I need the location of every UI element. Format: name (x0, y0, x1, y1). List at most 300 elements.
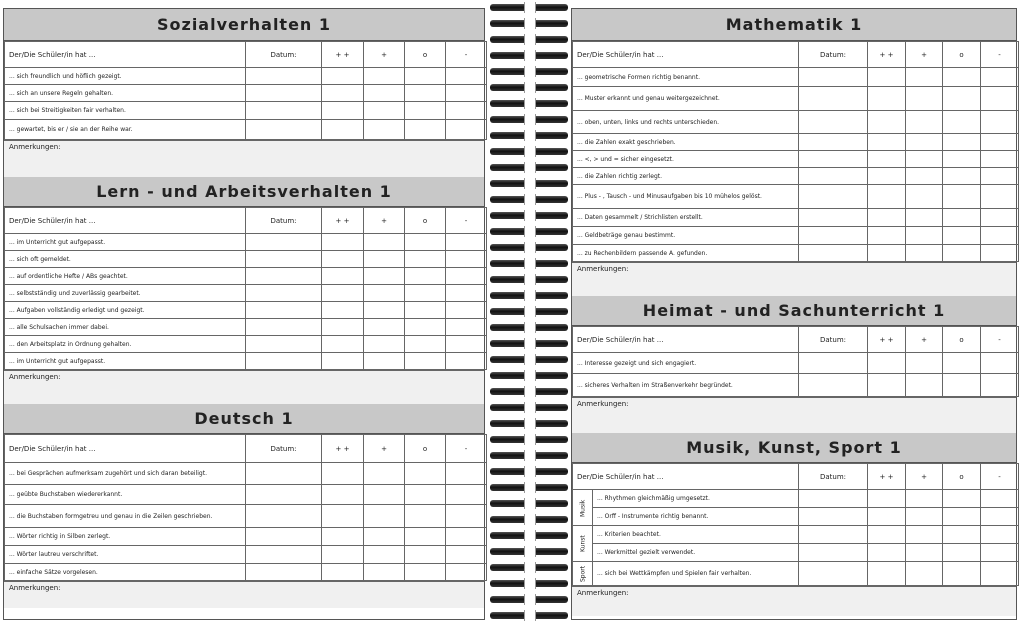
table-row: ... im Unterricht gut aufgepasst. (5, 353, 246, 370)
date-cell[interactable] (246, 546, 322, 564)
date-cell[interactable] (246, 302, 322, 319)
binding-ring (490, 372, 568, 379)
table-row: ... Geldbeträge genau bestimmt. (573, 227, 799, 245)
rating-cell[interactable] (906, 245, 943, 262)
binding-ring (490, 228, 568, 235)
col-neutral: o (405, 208, 446, 234)
table-row: ... sich an unsere Regeln gehalten. (5, 85, 246, 102)
col-good: + (906, 42, 943, 68)
date-cell[interactable] (246, 353, 322, 370)
rating-cell[interactable] (943, 508, 981, 526)
binding-ring (490, 340, 568, 347)
spiral-binding (490, 0, 568, 631)
table-row: ... Wörter richtig in Silben zerlegt. (5, 528, 246, 546)
rating-cell[interactable] (364, 353, 405, 370)
rating-cell[interactable] (446, 268, 487, 285)
rating-cell[interactable] (322, 302, 364, 319)
rating-cell[interactable] (906, 353, 943, 374)
binding-ring (490, 100, 568, 107)
rating-cell[interactable] (405, 251, 446, 268)
rating-cell[interactable] (981, 227, 1019, 245)
rating-cell[interactable] (364, 120, 405, 140)
rating-cell[interactable] (981, 526, 1019, 544)
date-cell[interactable] (246, 120, 322, 140)
rating-cell[interactable] (364, 505, 405, 528)
rating-cell[interactable] (981, 209, 1019, 227)
remarks-musik-kunst-sport[interactable]: Anmerkungen: (572, 586, 1016, 616)
binding-ring (490, 148, 568, 155)
rating-cell[interactable] (446, 68, 487, 85)
rating-cell[interactable] (405, 302, 446, 319)
rating-cell[interactable] (943, 490, 981, 508)
rating-cell[interactable] (981, 68, 1019, 87)
col-neutral: o (405, 435, 446, 463)
table-row: ... Werkmittel gezielt verwendet. (593, 544, 799, 562)
remarks-deutsch[interactable]: Anmerkungen: (4, 581, 484, 608)
binding-ring (490, 276, 568, 283)
rating-cell[interactable] (405, 120, 446, 140)
binding-ring (490, 84, 568, 91)
date-cell[interactable] (246, 485, 322, 505)
rating-cell[interactable] (446, 564, 487, 581)
rating-cell[interactable] (981, 245, 1019, 262)
col-student: Der/Die Schüler/in hat ... (5, 208, 246, 234)
table-row: ... auf ordentliche Hefte / ABs geachtet. (5, 268, 246, 285)
col-neutral: o (405, 42, 446, 68)
remarks-sachunterricht[interactable]: Anmerkungen: (572, 397, 1016, 433)
rating-cell[interactable] (943, 151, 981, 168)
rating-cell[interactable] (364, 564, 405, 581)
rating-cell[interactable] (868, 526, 906, 544)
col-good: + (364, 42, 405, 68)
rating-cell[interactable] (868, 87, 906, 111)
date-cell[interactable] (799, 134, 868, 151)
date-cell[interactable] (799, 227, 868, 245)
rating-cell[interactable] (906, 227, 943, 245)
col-student: Der/Die Schüler/in hat ... (573, 464, 799, 490)
col-neutral: o (943, 464, 981, 490)
col-good: + (906, 327, 943, 353)
rating-cell[interactable] (943, 544, 981, 562)
table-row: ... Orff - Instrumente richtig benannt. (593, 508, 799, 526)
rating-cell[interactable] (364, 319, 405, 336)
rating-cell[interactable] (322, 120, 364, 140)
date-cell[interactable] (246, 285, 322, 302)
table-row: ... Aufgaben vollständig erledigt und gezeigt. (5, 302, 246, 319)
rating-cell[interactable] (364, 234, 405, 251)
col-poor: - (446, 208, 487, 234)
col-date: Datum: (799, 42, 868, 68)
binding-ring (490, 324, 568, 331)
rating-cell[interactable] (322, 505, 364, 528)
rating-cell[interactable] (364, 463, 405, 485)
date-cell[interactable] (246, 268, 322, 285)
rating-cell[interactable] (906, 68, 943, 87)
table-row: ... selbstständig und zuverlässig gearbeitet. (5, 285, 246, 302)
rating-cell[interactable] (906, 134, 943, 151)
group-label-kunst: Kunst (573, 526, 593, 562)
date-cell[interactable] (799, 353, 868, 374)
table-row: ... Plus - , Tausch - und Minusaufgaben bis 10 mühelos gelöst. (573, 185, 799, 209)
rating-cell[interactable] (322, 546, 364, 564)
section-title-deutsch: Deutsch 1 (4, 404, 484, 434)
rating-cell[interactable] (943, 209, 981, 227)
section-title-mathematik: Mathematik 1 (572, 9, 1016, 41)
section-title-sozialverhalten: Sozialverhalten 1 (4, 9, 484, 41)
table-row: ... sich freundlich und höflich gezeigt. (5, 68, 246, 85)
col-poor: - (981, 42, 1019, 68)
table-row: ... die Zahlen exakt geschrieben. (573, 134, 799, 151)
table-row: ... den Arbeitsplatz in Ordnung gehalten. (5, 336, 246, 353)
rating-cell[interactable] (943, 526, 981, 544)
date-cell[interactable] (799, 526, 868, 544)
table-row: ... sich bei Wettkämpfen und Spielen fair verhalten. (593, 562, 799, 586)
col-very-good: + + (868, 464, 906, 490)
rating-cell[interactable] (322, 234, 364, 251)
rating-cell[interactable] (364, 528, 405, 546)
rating-cell[interactable] (981, 134, 1019, 151)
date-cell[interactable] (799, 209, 868, 227)
rating-cell[interactable] (868, 151, 906, 168)
rating-cell[interactable] (981, 111, 1019, 134)
rating-cell[interactable] (446, 463, 487, 485)
rating-cell[interactable] (446, 285, 487, 302)
date-cell[interactable] (799, 68, 868, 87)
date-cell[interactable] (799, 245, 868, 262)
rating-cell[interactable] (405, 268, 446, 285)
rating-cell[interactable] (364, 85, 405, 102)
rating-cell[interactable] (868, 508, 906, 526)
rating-cell[interactable] (322, 285, 364, 302)
date-cell[interactable] (799, 87, 868, 111)
binding-ring (490, 20, 568, 27)
rating-cell[interactable] (446, 353, 487, 370)
rating-cell[interactable] (364, 285, 405, 302)
rating-cell[interactable] (906, 168, 943, 185)
rating-cell[interactable] (446, 102, 487, 120)
table-row: ... sich oft gemeldet. (5, 251, 246, 268)
rating-cell[interactable] (868, 227, 906, 245)
rating-cell[interactable] (364, 485, 405, 505)
rating-cell[interactable] (405, 85, 446, 102)
rating-cell[interactable] (322, 102, 364, 120)
binding-ring (490, 116, 568, 123)
rating-cell[interactable] (446, 319, 487, 336)
binding-ring (490, 260, 568, 267)
date-cell[interactable] (799, 111, 868, 134)
table-lernverhalten (4, 207, 487, 370)
rating-cell[interactable] (405, 102, 446, 120)
binding-ring (490, 612, 568, 619)
binding-ring (490, 436, 568, 443)
table-row: ... die Buchstaben formgetreu und genau in die Zeilen geschrieben. (5, 505, 246, 528)
binding-ring (490, 244, 568, 251)
binding-ring (490, 180, 568, 187)
col-poor: - (981, 464, 1019, 490)
date-cell[interactable] (246, 68, 322, 85)
binding-ring (490, 452, 568, 459)
rating-cell[interactable] (405, 353, 446, 370)
rating-cell[interactable] (868, 111, 906, 134)
date-cell[interactable] (246, 528, 322, 546)
binding-ring (490, 164, 568, 171)
binding-ring (490, 500, 568, 507)
rating-cell[interactable] (943, 111, 981, 134)
section-title-sachunterricht: Heimat - und Sachunterricht 1 (572, 296, 1016, 326)
rating-cell[interactable] (943, 134, 981, 151)
rating-cell[interactable] (943, 245, 981, 262)
rating-cell[interactable] (906, 374, 943, 397)
rating-cell[interactable] (906, 544, 943, 562)
rating-cell[interactable] (405, 68, 446, 85)
rating-cell[interactable] (868, 134, 906, 151)
rating-cell[interactable] (906, 562, 943, 586)
date-cell[interactable] (799, 168, 868, 185)
binding-ring (490, 4, 568, 11)
rating-cell[interactable] (943, 353, 981, 374)
table-row: ... Interesse gezeigt und sich engagiert. (573, 353, 799, 374)
binding-ring (490, 548, 568, 555)
rating-cell[interactable] (446, 528, 487, 546)
rating-cell[interactable] (981, 490, 1019, 508)
binding-ring (490, 596, 568, 603)
table-row: ... im Unterricht gut aufgepasst. (5, 234, 246, 251)
rating-cell[interactable] (906, 508, 943, 526)
table-row: ... bei Gesprächen aufmerksam zugehört und sich daran beteiligt. (5, 463, 246, 485)
rating-cell[interactable] (322, 268, 364, 285)
date-cell[interactable] (799, 544, 868, 562)
table-row: ... Muster erkannt und genau weitergezeichnet. (573, 87, 799, 111)
right-page (571, 8, 1017, 620)
left-page (3, 8, 485, 620)
rating-cell[interactable] (943, 168, 981, 185)
binding-ring (490, 36, 568, 43)
binding-ring (490, 580, 568, 587)
rating-cell[interactable] (868, 544, 906, 562)
rating-cell[interactable] (446, 251, 487, 268)
rating-cell[interactable] (322, 463, 364, 485)
rating-cell[interactable] (405, 528, 446, 546)
table-row: ... sicheres Verhalten im Straßenverkehr begründet. (573, 374, 799, 397)
col-good: + (364, 208, 405, 234)
rating-cell[interactable] (446, 302, 487, 319)
col-very-good: + + (322, 208, 364, 234)
rating-cell[interactable] (446, 546, 487, 564)
remarks-mathematik[interactable]: Anmerkungen: (572, 262, 1016, 296)
rating-cell[interactable] (446, 336, 487, 353)
col-neutral: o (943, 42, 981, 68)
table-row: ... Wörter lautreu verschriftet. (5, 546, 246, 564)
rating-cell[interactable] (364, 336, 405, 353)
date-cell[interactable] (246, 319, 322, 336)
binding-ring (490, 516, 568, 523)
date-cell[interactable] (246, 463, 322, 485)
rating-cell[interactable] (322, 319, 364, 336)
rating-cell[interactable] (906, 185, 943, 209)
col-poor: - (446, 435, 487, 463)
rating-cell[interactable] (322, 85, 364, 102)
date-cell[interactable] (246, 505, 322, 528)
rating-cell[interactable] (405, 285, 446, 302)
binding-ring (490, 68, 568, 75)
rating-cell[interactable] (364, 102, 405, 120)
rating-cell[interactable] (868, 490, 906, 508)
col-poor: - (981, 327, 1019, 353)
table-row: ... geübte Buchstaben wiedererkannt. (5, 485, 246, 505)
table-row: ... <, > und = sicher eingesetzt. (573, 151, 799, 168)
rating-cell[interactable] (906, 111, 943, 134)
rating-cell[interactable] (446, 85, 487, 102)
rating-cell[interactable] (364, 546, 405, 564)
table-row: ... Daten gesammelt / Strichlisten erstellt. (573, 209, 799, 227)
col-student: Der/Die Schüler/in hat ... (573, 42, 799, 68)
group-label-sport: Sport (573, 562, 593, 586)
rating-cell[interactable] (981, 185, 1019, 209)
rating-cell[interactable] (322, 251, 364, 268)
rating-cell[interactable] (943, 68, 981, 87)
rating-cell[interactable] (868, 562, 906, 586)
col-date: Datum: (246, 42, 322, 68)
rating-cell[interactable] (868, 168, 906, 185)
rating-cell[interactable] (446, 505, 487, 528)
date-cell[interactable] (246, 85, 322, 102)
rating-cell[interactable] (981, 168, 1019, 185)
rating-cell[interactable] (322, 353, 364, 370)
rating-cell[interactable] (981, 508, 1019, 526)
col-date: Datum: (246, 435, 322, 463)
binding-ring (490, 308, 568, 315)
table-row: ... einfache Sätze vorgelesen. (5, 564, 246, 581)
rating-cell[interactable] (405, 564, 446, 581)
rating-cell[interactable] (868, 185, 906, 209)
rating-cell[interactable] (405, 546, 446, 564)
rating-cell[interactable] (446, 120, 487, 140)
col-neutral: o (943, 327, 981, 353)
binding-ring (490, 132, 568, 139)
col-student: Der/Die Schüler/in hat ... (5, 42, 246, 68)
rating-cell[interactable] (981, 562, 1019, 586)
rating-cell[interactable] (943, 185, 981, 209)
binding-ring (490, 212, 568, 219)
table-musik-kunst-sport (572, 463, 1019, 586)
date-cell[interactable] (246, 564, 322, 581)
table-deutsch (4, 434, 487, 581)
rating-cell[interactable] (405, 505, 446, 528)
table-row: ... Kriterien beachtet. (593, 526, 799, 544)
table-row: ... geometrische Formen richtig benannt. (573, 68, 799, 87)
col-poor: - (446, 42, 487, 68)
date-cell[interactable] (799, 374, 868, 397)
rating-cell[interactable] (981, 544, 1019, 562)
table-row: ... alle Schulsachen immer dabei. (5, 319, 246, 336)
rating-cell[interactable] (943, 562, 981, 586)
rating-cell[interactable] (906, 151, 943, 168)
table-sachunterricht (572, 326, 1019, 397)
rating-cell[interactable] (322, 485, 364, 505)
rating-cell[interactable] (906, 87, 943, 111)
rating-cell[interactable] (868, 374, 906, 397)
rating-cell[interactable] (364, 268, 405, 285)
date-cell[interactable] (799, 562, 868, 586)
binding-ring (490, 356, 568, 363)
table-row: ... oben, unten, links und rechts unterschieden. (573, 111, 799, 134)
table-row: ... Rhythmen gleichmäßig umgesetzt. (593, 490, 799, 508)
table-row: ... gewartet, bis er / sie an der Reihe war. (5, 120, 246, 140)
date-cell[interactable] (799, 490, 868, 508)
rating-cell[interactable] (868, 209, 906, 227)
binding-ring (490, 404, 568, 411)
col-student: Der/Die Schüler/in hat ... (573, 327, 799, 353)
date-cell[interactable] (246, 102, 322, 120)
table-row: ... zu Rechenbildern passende A. gefunden. (573, 245, 799, 262)
rating-cell[interactable] (322, 68, 364, 85)
rating-cell[interactable] (906, 490, 943, 508)
rating-cell[interactable] (981, 353, 1019, 374)
table-row: ... die Zahlen richtig zerlegt. (573, 168, 799, 185)
rating-cell[interactable] (322, 564, 364, 581)
binding-ring (490, 196, 568, 203)
rating-cell[interactable] (943, 227, 981, 245)
col-good: + (364, 435, 405, 463)
rating-cell[interactable] (943, 87, 981, 111)
table-row: ... sich bei Streitigkeiten fair verhalten. (5, 102, 246, 120)
rating-cell[interactable] (981, 374, 1019, 397)
rating-cell[interactable] (322, 528, 364, 546)
section-title-musik-kunst-sport: Musik, Kunst, Sport 1 (572, 433, 1016, 463)
date-cell[interactable] (799, 508, 868, 526)
date-cell[interactable] (799, 185, 868, 209)
col-date: Datum: (246, 208, 322, 234)
rating-cell[interactable] (364, 251, 405, 268)
rating-cell[interactable] (868, 68, 906, 87)
remarks-sozialverhalten[interactable]: Anmerkungen: (4, 140, 484, 177)
rating-cell[interactable] (405, 234, 446, 251)
col-date: Datum: (799, 464, 868, 490)
col-very-good: + + (322, 435, 364, 463)
rating-cell[interactable] (868, 245, 906, 262)
rating-cell[interactable] (405, 485, 446, 505)
col-student: Der/Die Schüler/in hat ... (5, 435, 246, 463)
binding-ring (490, 468, 568, 475)
table-sozialverhalten (4, 41, 487, 140)
rating-cell[interactable] (322, 336, 364, 353)
remarks-lernverhalten[interactable]: Anmerkungen: (4, 370, 484, 404)
binding-ring (490, 420, 568, 427)
date-cell[interactable] (246, 234, 322, 251)
date-cell[interactable] (246, 336, 322, 353)
binding-ring (490, 388, 568, 395)
rating-cell[interactable] (364, 68, 405, 85)
group-label-musik: Musik (573, 490, 593, 526)
rating-cell[interactable] (446, 485, 487, 505)
rating-cell[interactable] (364, 302, 405, 319)
rating-cell[interactable] (446, 234, 487, 251)
rating-cell[interactable] (405, 319, 446, 336)
date-cell[interactable] (246, 251, 322, 268)
col-good: + (906, 464, 943, 490)
rating-cell[interactable] (981, 87, 1019, 111)
table-mathematik (572, 41, 1019, 262)
date-cell[interactable] (799, 151, 868, 168)
rating-cell[interactable] (405, 463, 446, 485)
binding-ring (490, 564, 568, 571)
rating-cell[interactable] (981, 151, 1019, 168)
rating-cell[interactable] (943, 374, 981, 397)
rating-cell[interactable] (868, 353, 906, 374)
rating-cell[interactable] (405, 336, 446, 353)
rating-cell[interactable] (906, 526, 943, 544)
rating-cell[interactable] (906, 209, 943, 227)
